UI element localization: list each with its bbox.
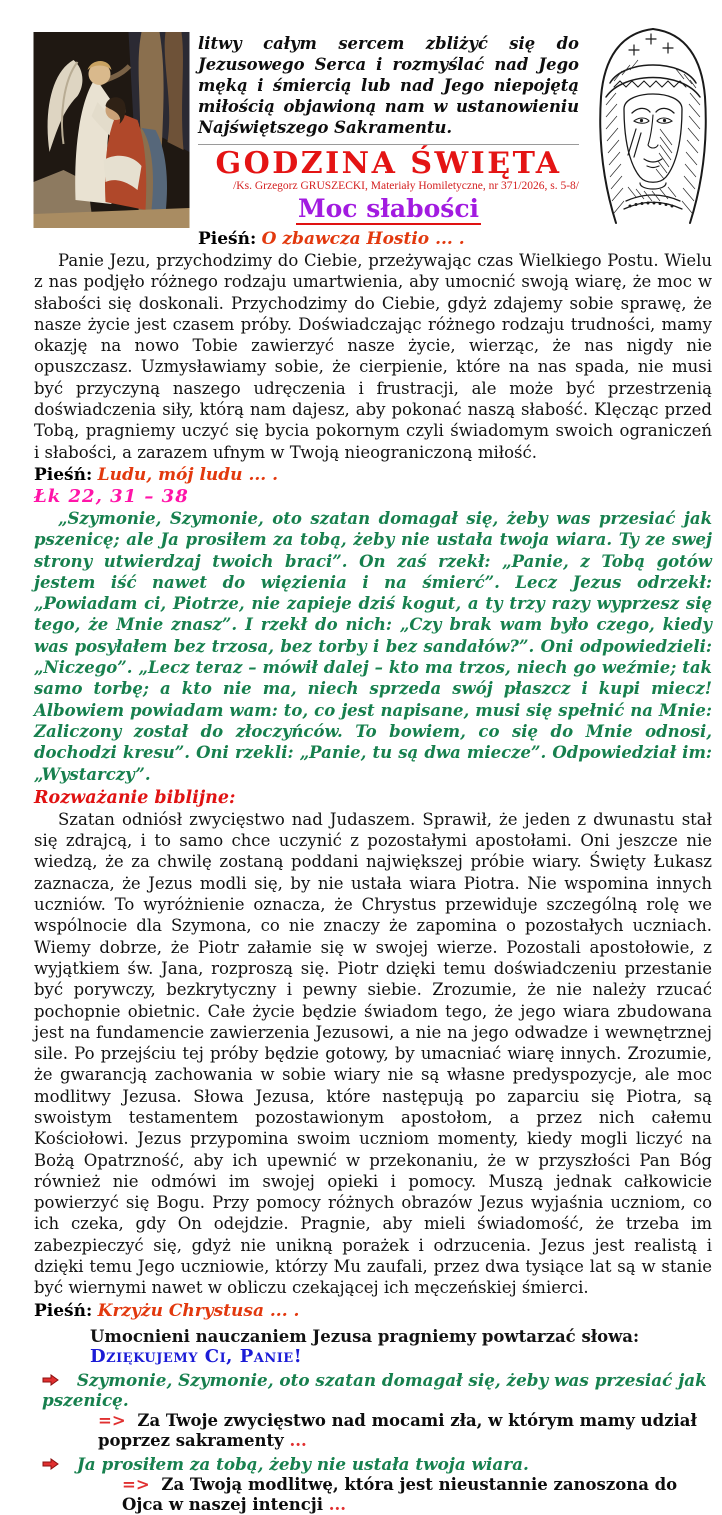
gethsemane-painting-image xyxy=(33,32,190,228)
song-title: Krzyżu Chrystusa ... . xyxy=(97,1300,300,1321)
song-title: Ludu, mój ludu ... . xyxy=(97,464,279,485)
invocation-quote-text: Szymonie, Szymonie, oto szatan domagał się, żeby was przesiać jak pszenicę. xyxy=(42,1369,707,1410)
song-title: O zbawcza Hostio ... . xyxy=(261,229,465,249)
reflection-heading: Rozważanie biblijne: xyxy=(34,787,236,808)
song-line-opening xyxy=(34,229,712,249)
reflection-paragraph: Szatan odniósł zwycięstwo nad Judaszem. Sprawił, że jeden z dwunastu stał się zdrajcą, i to samo chce uczynić z pozostałymi apostołami. Oni jeszcze nie wiedzą, że za chwilę zostaną poddani największej próbie wiary. Święty Łukasz zaznacza, że Jezus modli się, by nie ustała wiara Piotra. Nie wspomina innych uczniów. To wyróżnienie oznacza, że Chrystus przewiduje szczególną rolę we wspólnocie dla Szymona, co nie znaczy że zapomina o pozostałych uczniach. Wiemy dobrze, że Piotr załamie się w swojej wierze. Pozostali apostołowie, z wyjątkiem św. Jana, rozproszą się. Piotr dzięki temu doświadczeniu przestanie być porywczy, bezkrytyczny i pewny siebie. Zrozumie, że nie należy rzucać pochopnie obietnic. Całe życie będzie świadom tego, że jego wiara zbudowana jest na fundamencie zawierzenia Jezusowi, a nie na jego odwadze i wewnętrznej sile. Po przejściu tej próby będzie gotowy, by umacniać wiarę innych. Zrozumie, że gwarancją zachowania w sobie wiary nie są własne predyspozycje, ale moc modlitwy Jezusa. Słowa Jezusa, które następują po zaparciu się Piotra, są swoistym testamentem pozostawionym apostołom, a przez nich całemu Kościołowi. Jezus przypomina swoim uczniom momenty, kiedy mogli liczyć na Bożą Opatrzność, aby ich upewnić w przekonaniu, że w przyszłości Pan Bóg również nie odmówi im swojej opieki i pomocy. Muszą jednak całkowicie powierzyć się Bogu. Przy pomocy różnych obrazów Jezus wyjaśnia uczniom, co ich czeka, gdy On odejdzie. Pragnie, aby mieli świadomość, że trzeba im zabezpieczyć się, gdyż nie unikną porażek i odrzucenia. Jezus jest realistą i dzięki temu Jego uczniowie, którzy Mu zaufali, przez dwa tysiące lat są w stanie być wiernymi nawet w obliczu czekającej ich męczeńskiej śmierci. xyxy=(34,809,712,1298)
invocation-response-text: Za Twoje zwycięstwo nad mocami zła, w którym mamy udział poprzez sakramenty xyxy=(98,1410,697,1450)
gospel-quote: „Szymonie, Szymonie, oto szatan domagał się, żeby was przesiać jak pszenicę; ale Ja prosiłem za tobą, żeby nie ustała twoja wiara. Ty ze swej strony utwierdzaj twoich braci”. On zaś rzekł: „Panie, z Tobą gotów jestem iść nawet do więzienia i na śmierć”. Lecz Jezus odrzekł: „Powiadam ci, Piotrze, nie zapieje dziś kogut, a ty trzy razy wyprzesz się tego, że Mnie znasz”. I rzekł do nich: „Czy brak wam było czego, kiedy was posyłałem bez trzosa, bez torby i bez sandałów?”. Oni odpowiedzieli: „Niczego”. „Lecz teraz – mówił dalej – kto ma trzos, niech go weźmie; tak samo torbę; a kto nie ma, niech sprzeda swój płaszcz i kupi miecz! Albowiem powiadam wam: to, co jest napisane, musi się spełnić na Mnie: Zaliczony został do złoczyńców. To bowiem, co się do Mnie odnosi, dochodzi kresu”. Oni rzekli: „Panie, tu są dwa miecze”. Odpowiedział im: „Wystarczy”. xyxy=(34,508,712,784)
right-arrow-icon xyxy=(42,1374,59,1386)
ellipsis: ... xyxy=(328,1494,346,1514)
response-lead-line xyxy=(90,1327,712,1367)
intro-text: litwy całym sercem zbliżyć się do Jezusowego Serca i rozmyślać nad Jego męką i śmiercią lub nad Jego niepojętą miłością objawioną nam w ustanowieniu Najświętszego Sakramentu. xyxy=(198,34,579,137)
invocation-quote xyxy=(42,1454,712,1474)
page-subtitle: Moc słabości xyxy=(297,194,480,223)
ellipsis: ... xyxy=(289,1430,307,1450)
prayer-paragraph: Panie Jezu, przychodzimy do Ciebie, przeżywając czas Wielkiego Postu. Wielu z nas podjęło różnego rodzaju umartwienia, aby umocnić swoją wiarę, że moc w słabości się doskonali. Przychodzimy do Ciebie, gdyż zdajemy sobie sprawę, że nasze życie jest czasem próby. Doświadczając różnego rodzaju trudności, mamy okazję na nowo Tobie zawierzyć nasze życie, wierząc, że nas nigdy nie opuszczasz. Uzmysławiamy sobie, że cierpienie, które na nas spada, nie musi być przyczyną naszego udręczenia i frustracji, ale może być przestrzenią doświadczenia siły, którą nam dajesz, aby pokonać naszą słabość. Klęcząc przed Tobą, pragniemy uczyć się bycia pokornym czyli świadomym swoich ograniczeń i słabości, a zarazem ufnym w Twoją nieograniczoną miłość. xyxy=(34,251,712,462)
acclamation-text: Dziękujemy Ci, Panie! xyxy=(90,1345,303,1367)
response-lead: Umocnieni nauczaniem Jezusa pragniemy powtarzać słowa: xyxy=(90,1326,640,1346)
song-label: Pieśń: xyxy=(34,464,93,485)
right-arrow-icon xyxy=(42,1458,59,1470)
double-arrow-marker: => xyxy=(122,1474,150,1494)
invocation-response xyxy=(98,1411,712,1451)
invocation-response xyxy=(122,1475,712,1515)
song-label: Pieśń: xyxy=(34,1300,93,1321)
madonna-sketch-image xyxy=(584,25,722,225)
song-line-middle xyxy=(34,465,712,485)
divider-line xyxy=(198,144,579,145)
source-credit: /Ks. Grzegorz GRUSZECKI, Materiały Homiletyczne, nr 371/2026, s. 5-8/ xyxy=(233,180,579,192)
madonna-illustration xyxy=(584,25,722,225)
page-title: GODZINA ŚWIĘTA xyxy=(215,146,562,181)
gethsemane-illustration xyxy=(33,32,190,228)
double-arrow-marker: => xyxy=(98,1410,126,1430)
song-line-closing xyxy=(34,1301,712,1321)
scripture-reference: Łk 22, 31 – 38 xyxy=(34,485,189,507)
song-label: Pieśń: xyxy=(198,229,257,249)
invocation-quote xyxy=(42,1370,712,1410)
invocation-quote-text: Ja prosiłem za tobą, żeby nie ustała twoja wiara. xyxy=(76,1453,529,1474)
invocation-response-text: Za Twoją modlitwę, która jest nieustannie zanoszona do Ojca w naszej intencji xyxy=(122,1474,678,1514)
